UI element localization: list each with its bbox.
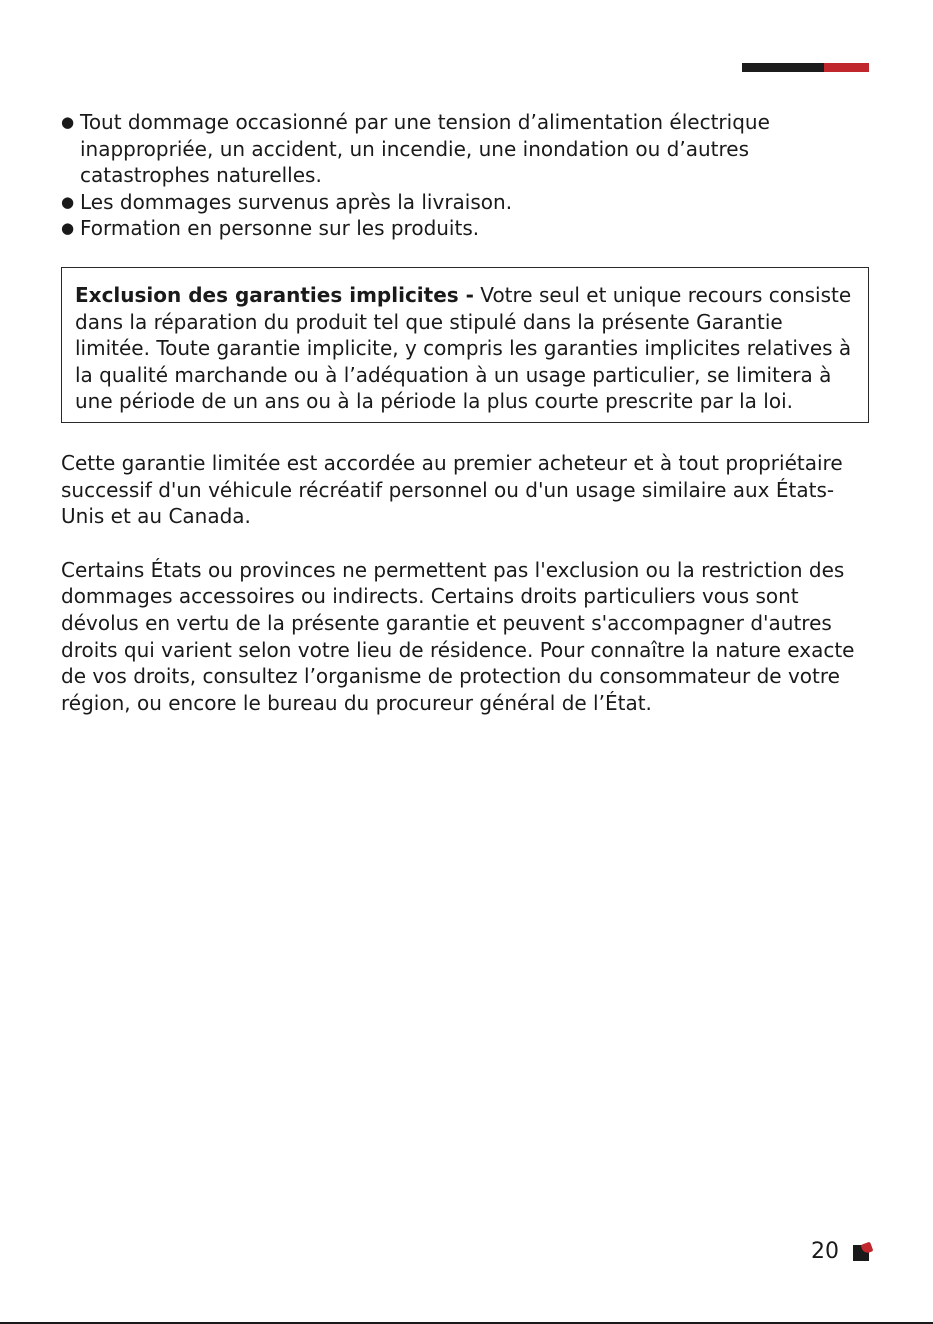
notice-body: Votre seul et unique recours consiste dans la réparation du produit tel que stipulé dans la présente Garantie limitée. Toute garantie implicite, y compris les garanties implicites relatives à la qualité marchande ou à l’adéquation à un usage particulier, se limitera à une période de un ans ou à la période la plus courte prescrite par la loi.: [75, 282, 852, 414]
list-item-text: Tout dommage occasionné par une tension d’alimentation électrique inappropriée, un accident, un incendie, une inondation ou d’autres catastrophes naturelles.: [80, 110, 770, 188]
coverage-paragraph: Cette garantie limitée est accordée au premier acheteur et à tout propriétaire successif d'un véhicule récréatif personnel ou d'un usage similaire aux États-Unis et au Canada.: [61, 450, 843, 529]
list-item: [61, 215, 871, 242]
page-content: [61, 109, 871, 716]
list-item: [61, 189, 871, 216]
header-accent-bar: [742, 63, 869, 72]
bullet-icon: ●: [61, 219, 75, 238]
exclusions-list: [61, 109, 871, 242]
notice-heading: Exclusion des garanties implicites -: [75, 282, 474, 307]
accent-bar-red-segment: [824, 63, 869, 72]
accent-bar-dark-segment: [742, 63, 824, 72]
bullet-icon: ●: [61, 113, 75, 131]
page-number: 20: [811, 1239, 839, 1264]
page-footer: [811, 1239, 871, 1264]
brand-logo-icon: [853, 1243, 871, 1261]
bullet-icon: ●: [61, 192, 75, 211]
list-item: [61, 109, 871, 189]
list-item-text: Les dommages survenus après la livraison.: [80, 189, 513, 214]
state-rights-paragraph: Certains États ou provinces ne permettent pas l'exclusion ou la restriction des dommages accessoires ou indirects. Certains droits particuliers vous sont dévolus en vertu de la présente garantie et peuvent s'accompagner d'autres droits qui varient selon votre lieu de résidence. Pour connaître la nature exacte de vos droits, consultez l’organisme de protection du consommateur de votre région, ou encore le bureau du procureur général de l’État.: [61, 557, 855, 715]
implied-warranty-notice-box: [61, 267, 869, 423]
list-item-text: Formation en personne sur les produits.: [80, 216, 480, 241]
